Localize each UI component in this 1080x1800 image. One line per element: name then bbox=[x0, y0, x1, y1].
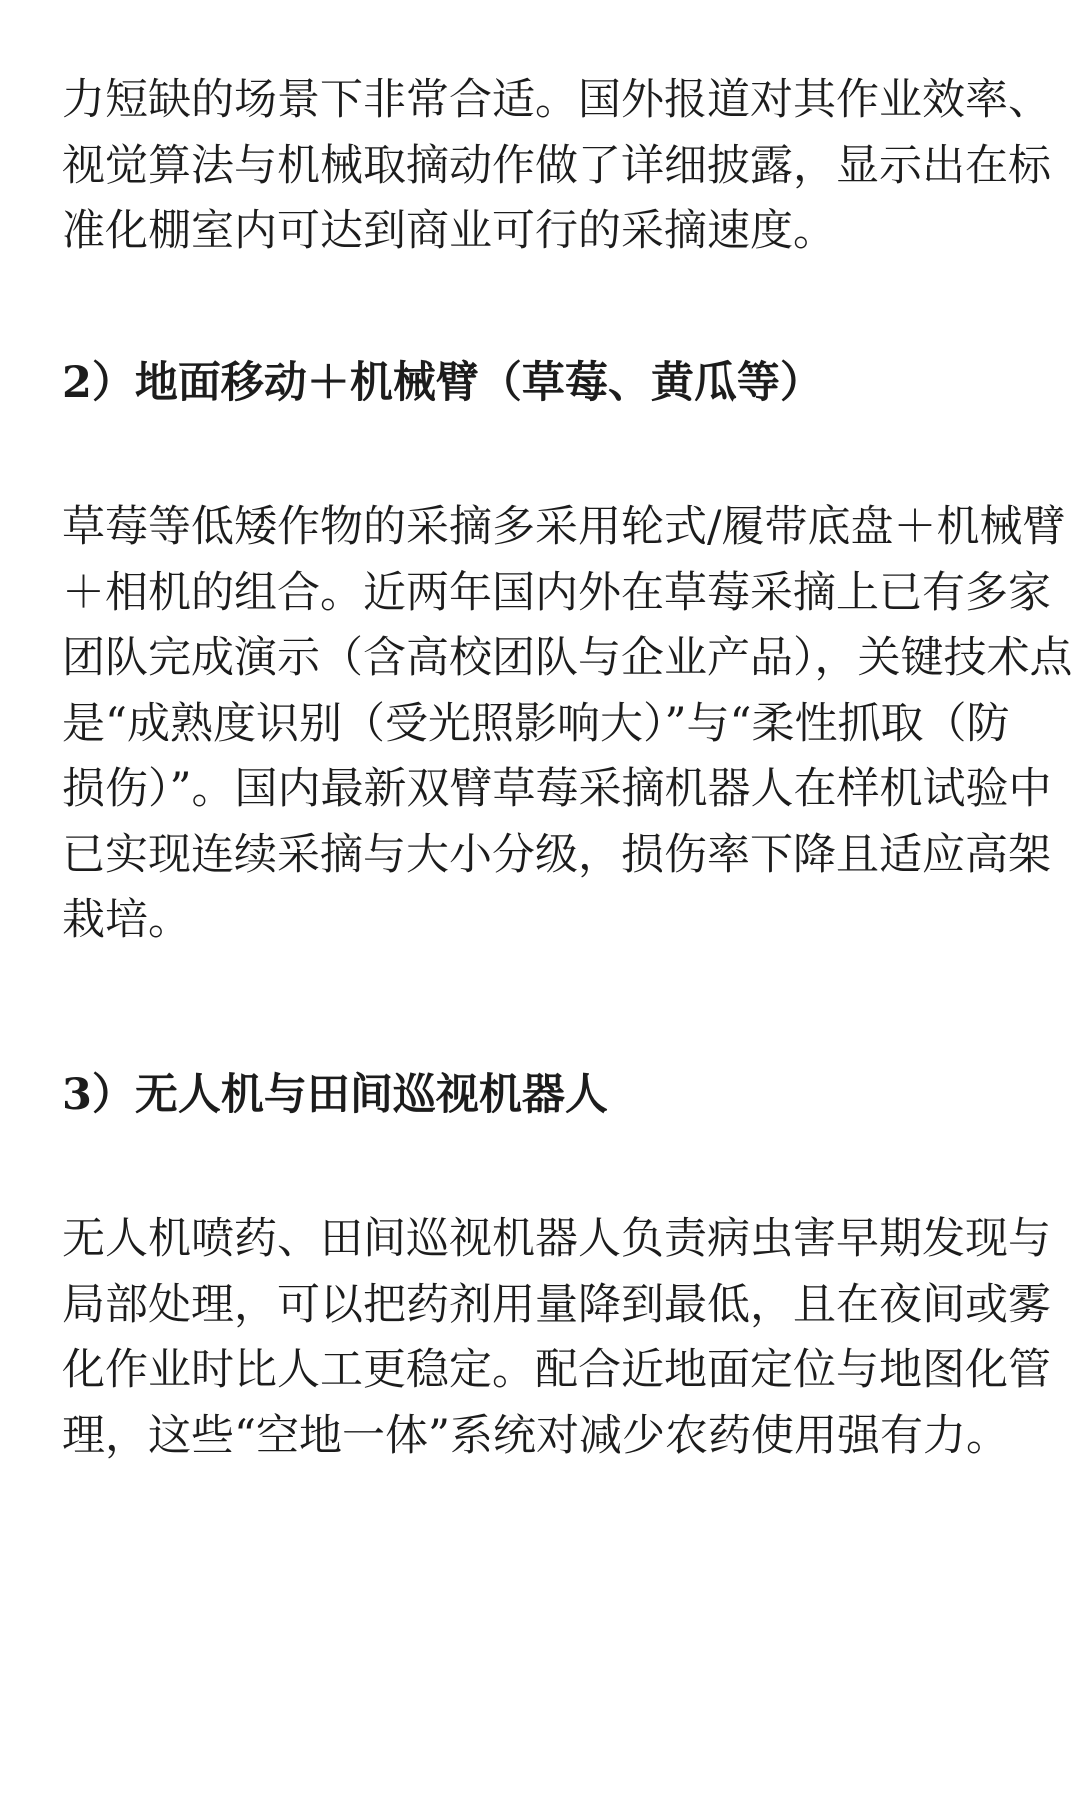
heading-text: 2）地面移动＋机械臂（草莓、黄瓜等） bbox=[62, 358, 823, 408]
paragraph-drone-spraying bbox=[62, 1207, 1051, 1469]
heading-text: 3）无人机与田间巡视机器人 bbox=[62, 1070, 608, 1120]
paragraph-line: 准化棚室内可达到商业可行的采摘速度。 bbox=[62, 206, 836, 256]
paragraph-line: 视觉算法与机械取摘动作做了详细披露，显示出在标 bbox=[62, 140, 1051, 191]
paragraph-strawberry-harvest bbox=[62, 495, 1073, 954]
paragraph-line: 局部处理，可以把药剂用量降到最低，且在夜间或雾 bbox=[62, 1279, 1051, 1330]
section-heading-drones-patrol-robots bbox=[62, 1063, 1042, 1129]
paragraph-line: 损伤）”。国内最新双臂草莓采摘机器人在样机试验中 bbox=[62, 764, 1052, 814]
paragraph-line: 栽培。 bbox=[62, 895, 191, 945]
paragraph-line: 已实现连续采摘与大小分级，损伤率下降且适应高架 bbox=[62, 829, 1051, 880]
paragraph-line: 理，这些“空地一体”系统对减少农药使用强有力。 bbox=[62, 1410, 1009, 1461]
paragraph-harvest-greenhouse bbox=[62, 68, 1051, 265]
section-heading-ground-mobile-arm bbox=[62, 351, 1042, 417]
paragraph-line: 化作业时比人工更稳定。配合近地面定位与地图化管 bbox=[62, 1345, 1051, 1395]
paragraph-line: 无人机喷药、田间巡视机器人负责病虫害早期发现与 bbox=[62, 1214, 1051, 1264]
paragraph-line: 团队完成演示（含高校团队与企业产品），关键技术点 bbox=[62, 633, 1073, 683]
paragraph-line: 是“成熟度识别（受光照影响大）”与“柔性抓取（防 bbox=[62, 698, 1010, 749]
paragraph-line: ＋相机的组合。近两年国内外在草莓采摘上已有多家 bbox=[62, 567, 1051, 618]
paragraph-line: 力短缺的场景下非常合适。国外报道对其作业效率、 bbox=[62, 75, 1051, 125]
paragraph-line: 草莓等低矮作物的采摘多采用轮式/履带底盘＋机械臂 bbox=[62, 502, 1066, 552]
